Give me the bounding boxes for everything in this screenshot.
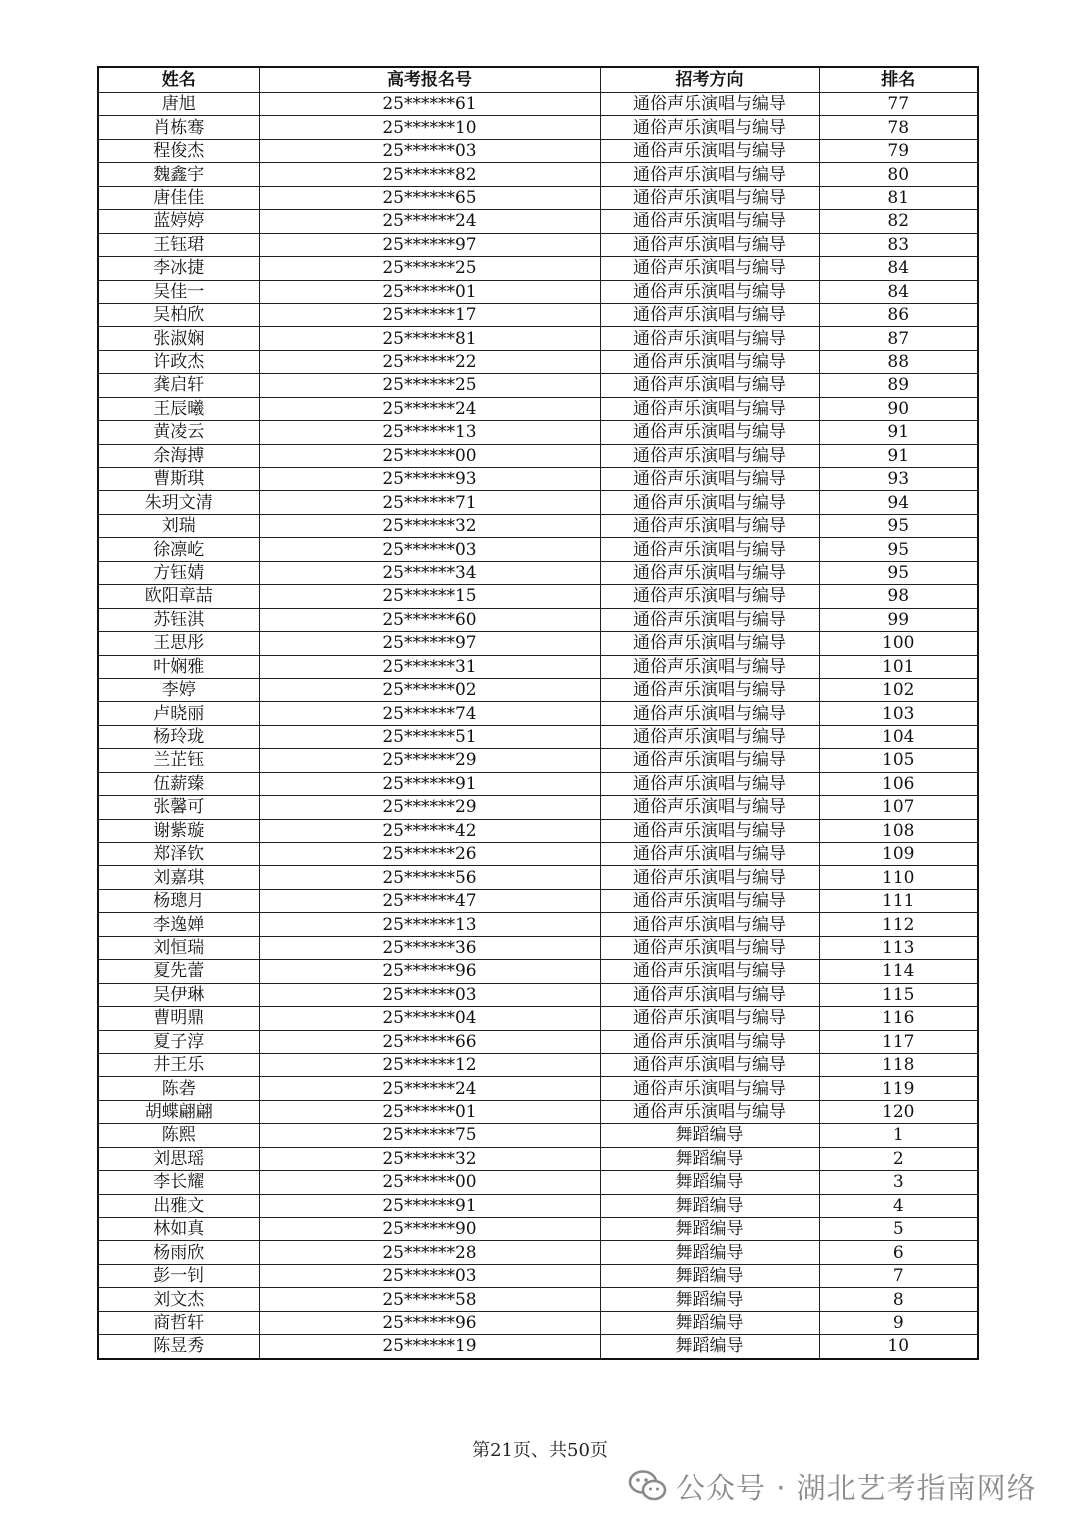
cell-name: 夏先蕾 xyxy=(98,960,259,983)
cell-rank: 118 xyxy=(819,1053,978,1076)
cell-exam-number: 25******24 xyxy=(259,1077,600,1100)
cell-rank: 90 xyxy=(819,397,978,420)
header-name: 姓名 xyxy=(98,67,259,93)
table-row xyxy=(98,1241,978,1264)
cell-name: 伍薪臻 xyxy=(98,772,259,795)
cell-exam-number: 25******02 xyxy=(259,678,600,701)
cell-exam-number: 25******03 xyxy=(259,538,600,561)
cell-rank: 99 xyxy=(819,608,978,631)
cell-direction: 通俗声乐演唱与编导 xyxy=(600,444,819,467)
cell-rank: 105 xyxy=(819,749,978,772)
cell-exam-number: 25******36 xyxy=(259,936,600,959)
cell-direction: 通俗声乐演唱与编导 xyxy=(600,303,819,326)
cell-direction: 通俗声乐演唱与编导 xyxy=(600,139,819,162)
cell-direction: 通俗声乐演唱与编导 xyxy=(600,585,819,608)
cell-name: 吴佳一 xyxy=(98,280,259,303)
table-row xyxy=(98,421,978,444)
cell-name: 兰芷钰 xyxy=(98,749,259,772)
table-row xyxy=(98,1194,978,1217)
cell-direction: 通俗声乐演唱与编导 xyxy=(600,163,819,186)
table-row xyxy=(98,866,978,889)
cell-name: 胡蝶翩翩 xyxy=(98,1100,259,1123)
cell-rank: 83 xyxy=(819,233,978,256)
cell-exam-number: 25******10 xyxy=(259,116,600,139)
cell-direction: 通俗声乐演唱与编导 xyxy=(600,725,819,748)
cell-exam-number: 25******00 xyxy=(259,444,600,467)
cell-direction: 通俗声乐演唱与编导 xyxy=(600,678,819,701)
cell-rank: 82 xyxy=(819,210,978,233)
cell-name: 杨玲珑 xyxy=(98,725,259,748)
cell-exam-number: 25******97 xyxy=(259,632,600,655)
cell-direction: 通俗声乐演唱与编导 xyxy=(600,116,819,139)
cell-rank: 93 xyxy=(819,468,978,491)
table-row xyxy=(98,116,978,139)
cell-direction: 舞蹈编导 xyxy=(600,1264,819,1287)
cell-name: 林如真 xyxy=(98,1218,259,1241)
cell-name: 曹斯琪 xyxy=(98,468,259,491)
cell-exam-number: 25******00 xyxy=(259,1171,600,1194)
cell-name: 陈昱秀 xyxy=(98,1335,259,1359)
cell-rank: 119 xyxy=(819,1077,978,1100)
cell-direction: 通俗声乐演唱与编导 xyxy=(600,632,819,655)
cell-rank: 104 xyxy=(819,725,978,748)
table-row xyxy=(98,514,978,537)
cell-exam-number: 25******96 xyxy=(259,960,600,983)
cell-direction: 通俗声乐演唱与编导 xyxy=(600,350,819,373)
table-row xyxy=(98,1264,978,1287)
cell-rank: 111 xyxy=(819,889,978,912)
cell-name: 许政杰 xyxy=(98,350,259,373)
cell-rank: 114 xyxy=(819,960,978,983)
table-row xyxy=(98,678,978,701)
cell-exam-number: 25******25 xyxy=(259,374,600,397)
results-table xyxy=(97,66,979,1360)
cell-direction: 通俗声乐演唱与编导 xyxy=(600,210,819,233)
cell-name: 卢晓丽 xyxy=(98,702,259,725)
cell-exam-number: 25******66 xyxy=(259,1030,600,1053)
cell-exam-number: 25******03 xyxy=(259,1264,600,1287)
cell-rank: 103 xyxy=(819,702,978,725)
cell-rank: 91 xyxy=(819,444,978,467)
table-row xyxy=(98,210,978,233)
table-row xyxy=(98,327,978,350)
cell-rank: 7 xyxy=(819,1264,978,1287)
table-row xyxy=(98,1288,978,1311)
cell-direction: 通俗声乐演唱与编导 xyxy=(600,1053,819,1076)
cell-name: 唐佳佳 xyxy=(98,186,259,209)
table-row xyxy=(98,913,978,936)
cell-exam-number: 25******31 xyxy=(259,655,600,678)
cell-direction: 通俗声乐演唱与编导 xyxy=(600,913,819,936)
cell-rank: 95 xyxy=(819,561,978,584)
cell-name: 王辰曦 xyxy=(98,397,259,420)
cell-exam-number: 25******82 xyxy=(259,163,600,186)
cell-rank: 89 xyxy=(819,374,978,397)
cell-exam-number: 25******42 xyxy=(259,819,600,842)
cell-name: 肖栋骞 xyxy=(98,116,259,139)
cell-direction: 通俗声乐演唱与编导 xyxy=(600,936,819,959)
cell-name: 徐凛屹 xyxy=(98,538,259,561)
table-row xyxy=(98,444,978,467)
cell-direction: 通俗声乐演唱与编导 xyxy=(600,843,819,866)
cell-name: 唐旭 xyxy=(98,93,259,116)
header-rank: 排名 xyxy=(819,67,978,93)
table-row xyxy=(98,889,978,912)
cell-direction: 通俗声乐演唱与编导 xyxy=(600,421,819,444)
table-row xyxy=(98,93,978,116)
cell-name: 刘思瑶 xyxy=(98,1147,259,1170)
table-row xyxy=(98,843,978,866)
cell-name: 蓝婷婷 xyxy=(98,210,259,233)
cell-exam-number: 25******32 xyxy=(259,1147,600,1170)
cell-rank: 115 xyxy=(819,983,978,1006)
cell-direction: 舞蹈编导 xyxy=(600,1335,819,1359)
table-row xyxy=(98,1218,978,1241)
cell-name: 陈熙 xyxy=(98,1124,259,1147)
table-row xyxy=(98,936,978,959)
cell-rank: 94 xyxy=(819,491,978,514)
header-exam-number: 高考报名号 xyxy=(259,67,600,93)
table-row xyxy=(98,1053,978,1076)
table-row xyxy=(98,1171,978,1194)
cell-exam-number: 25******61 xyxy=(259,93,600,116)
cell-direction: 通俗声乐演唱与编导 xyxy=(600,491,819,514)
table-row xyxy=(98,397,978,420)
results-table-container xyxy=(97,66,977,1360)
cell-rank: 101 xyxy=(819,655,978,678)
cell-rank: 98 xyxy=(819,585,978,608)
cell-direction: 舞蹈编导 xyxy=(600,1124,819,1147)
cell-rank: 100 xyxy=(819,632,978,655)
table-row xyxy=(98,1124,978,1147)
cell-direction: 舞蹈编导 xyxy=(600,1241,819,1264)
cell-name: 叶娴雅 xyxy=(98,655,259,678)
cell-exam-number: 25******01 xyxy=(259,280,600,303)
table-row xyxy=(98,1311,978,1334)
cell-rank: 79 xyxy=(819,139,978,162)
cell-exam-number: 25******22 xyxy=(259,350,600,373)
cell-exam-number: 25******93 xyxy=(259,468,600,491)
cell-direction: 通俗声乐演唱与编导 xyxy=(600,608,819,631)
cell-exam-number: 25******03 xyxy=(259,983,600,1006)
cell-exam-number: 25******58 xyxy=(259,1288,600,1311)
cell-direction: 通俗声乐演唱与编导 xyxy=(600,819,819,842)
cell-direction: 舞蹈编导 xyxy=(600,1288,819,1311)
cell-direction: 通俗声乐演唱与编导 xyxy=(600,93,819,116)
cell-name: 李逸婵 xyxy=(98,913,259,936)
cell-exam-number: 25******17 xyxy=(259,303,600,326)
table-header-row xyxy=(98,67,978,93)
cell-name: 刘嘉琪 xyxy=(98,866,259,889)
table-row xyxy=(98,983,978,1006)
cell-direction: 通俗声乐演唱与编导 xyxy=(600,960,819,983)
table-row xyxy=(98,303,978,326)
cell-rank: 78 xyxy=(819,116,978,139)
cell-exam-number: 25******91 xyxy=(259,1194,600,1217)
cell-direction: 通俗声乐演唱与编导 xyxy=(600,1007,819,1030)
cell-exam-number: 25******13 xyxy=(259,421,600,444)
table-row xyxy=(98,655,978,678)
cell-exam-number: 25******75 xyxy=(259,1124,600,1147)
cell-exam-number: 25******47 xyxy=(259,889,600,912)
cell-rank: 10 xyxy=(819,1335,978,1359)
cell-exam-number: 25******65 xyxy=(259,186,600,209)
cell-direction: 舞蹈编导 xyxy=(600,1147,819,1170)
watermark xyxy=(628,1466,1037,1506)
cell-rank: 91 xyxy=(819,421,978,444)
cell-rank: 84 xyxy=(819,280,978,303)
cell-exam-number: 25******03 xyxy=(259,139,600,162)
cell-rank: 3 xyxy=(819,1171,978,1194)
cell-exam-number: 25******81 xyxy=(259,327,600,350)
table-row xyxy=(98,1147,978,1170)
table-row xyxy=(98,819,978,842)
cell-name: 王思彤 xyxy=(98,632,259,655)
cell-rank: 1 xyxy=(819,1124,978,1147)
table-row xyxy=(98,725,978,748)
cell-exam-number: 25******24 xyxy=(259,210,600,233)
cell-name: 吴柏欣 xyxy=(98,303,259,326)
cell-direction: 通俗声乐演唱与编导 xyxy=(600,1077,819,1100)
table-row xyxy=(98,1030,978,1053)
cell-rank: 106 xyxy=(819,772,978,795)
table-row xyxy=(98,186,978,209)
cell-rank: 6 xyxy=(819,1241,978,1264)
cell-name: 黄凌云 xyxy=(98,421,259,444)
cell-rank: 87 xyxy=(819,327,978,350)
cell-rank: 109 xyxy=(819,843,978,866)
cell-name: 朱玥文清 xyxy=(98,491,259,514)
cell-name: 杨雨欣 xyxy=(98,1241,259,1264)
cell-rank: 102 xyxy=(819,678,978,701)
cell-direction: 通俗声乐演唱与编导 xyxy=(600,772,819,795)
cell-direction: 通俗声乐演唱与编导 xyxy=(600,327,819,350)
cell-name: 龚启轩 xyxy=(98,374,259,397)
cell-name: 苏钰淇 xyxy=(98,608,259,631)
cell-direction: 通俗声乐演唱与编导 xyxy=(600,186,819,209)
table-row xyxy=(98,632,978,655)
cell-name: 刘恒瑞 xyxy=(98,936,259,959)
table-row xyxy=(98,1007,978,1030)
cell-exam-number: 25******34 xyxy=(259,561,600,584)
cell-name: 曹明鼎 xyxy=(98,1007,259,1030)
cell-rank: 120 xyxy=(819,1100,978,1123)
cell-direction: 舞蹈编导 xyxy=(600,1311,819,1334)
cell-exam-number: 25******32 xyxy=(259,514,600,537)
cell-rank: 8 xyxy=(819,1288,978,1311)
cell-name: 彭一钊 xyxy=(98,1264,259,1287)
cell-rank: 81 xyxy=(819,186,978,209)
cell-exam-number: 25******56 xyxy=(259,866,600,889)
cell-exam-number: 25******97 xyxy=(259,233,600,256)
table-row xyxy=(98,608,978,631)
cell-name: 李冰捷 xyxy=(98,257,259,280)
cell-direction: 通俗声乐演唱与编导 xyxy=(600,983,819,1006)
cell-name: 张馨可 xyxy=(98,796,259,819)
cell-exam-number: 25******90 xyxy=(259,1218,600,1241)
cell-name: 陈砻 xyxy=(98,1077,259,1100)
cell-exam-number: 25******51 xyxy=(259,725,600,748)
cell-exam-number: 25******74 xyxy=(259,702,600,725)
cell-direction: 通俗声乐演唱与编导 xyxy=(600,397,819,420)
table-row xyxy=(98,585,978,608)
cell-rank: 84 xyxy=(819,257,978,280)
cell-direction: 通俗声乐演唱与编导 xyxy=(600,280,819,303)
cell-direction: 通俗声乐演唱与编导 xyxy=(600,702,819,725)
table-row xyxy=(98,772,978,795)
cell-direction: 通俗声乐演唱与编导 xyxy=(600,866,819,889)
cell-direction: 通俗声乐演唱与编导 xyxy=(600,655,819,678)
cell-direction: 通俗声乐演唱与编导 xyxy=(600,257,819,280)
cell-rank: 110 xyxy=(819,866,978,889)
cell-direction: 通俗声乐演唱与编导 xyxy=(600,1030,819,1053)
cell-name: 刘瑞 xyxy=(98,514,259,537)
watermark-text: 公众号 · 湖北艺考指南网络 xyxy=(676,1470,1037,1505)
cell-direction: 通俗声乐演唱与编导 xyxy=(600,1100,819,1123)
cell-exam-number: 25******29 xyxy=(259,796,600,819)
cell-name: 郑泽钦 xyxy=(98,843,259,866)
cell-direction: 通俗声乐演唱与编导 xyxy=(600,749,819,772)
table-row xyxy=(98,538,978,561)
cell-direction: 通俗声乐演唱与编导 xyxy=(600,468,819,491)
cell-rank: 4 xyxy=(819,1194,978,1217)
cell-exam-number: 25******15 xyxy=(259,585,600,608)
cell-direction: 通俗声乐演唱与编导 xyxy=(600,233,819,256)
table-row xyxy=(98,280,978,303)
cell-name: 方钰婧 xyxy=(98,561,259,584)
cell-name: 商哲轩 xyxy=(98,1311,259,1334)
table-row xyxy=(98,374,978,397)
cell-rank: 95 xyxy=(819,538,978,561)
cell-name: 杨璁月 xyxy=(98,889,259,912)
cell-rank: 113 xyxy=(819,936,978,959)
table-row xyxy=(98,163,978,186)
cell-exam-number: 25******60 xyxy=(259,608,600,631)
cell-name: 王钰珺 xyxy=(98,233,259,256)
cell-name: 夏子淳 xyxy=(98,1030,259,1053)
cell-rank: 95 xyxy=(819,514,978,537)
cell-rank: 108 xyxy=(819,819,978,842)
cell-name: 井王乐 xyxy=(98,1053,259,1076)
cell-name: 程俊杰 xyxy=(98,139,259,162)
table-row xyxy=(98,561,978,584)
cell-rank: 5 xyxy=(819,1218,978,1241)
cell-name: 李婷 xyxy=(98,678,259,701)
cell-direction: 舞蹈编导 xyxy=(600,1218,819,1241)
table-row xyxy=(98,257,978,280)
table-row xyxy=(98,1077,978,1100)
cell-exam-number: 25******24 xyxy=(259,397,600,420)
cell-rank: 88 xyxy=(819,350,978,373)
cell-direction: 通俗声乐演唱与编导 xyxy=(600,538,819,561)
cell-rank: 86 xyxy=(819,303,978,326)
cell-exam-number: 25******26 xyxy=(259,843,600,866)
header-direction: 招考方向 xyxy=(600,67,819,93)
cell-rank: 2 xyxy=(819,1147,978,1170)
cell-rank: 112 xyxy=(819,913,978,936)
cell-exam-number: 25******28 xyxy=(259,1241,600,1264)
table-row xyxy=(98,468,978,491)
cell-direction: 通俗声乐演唱与编导 xyxy=(600,561,819,584)
cell-exam-number: 25******04 xyxy=(259,1007,600,1030)
cell-name: 欧阳章喆 xyxy=(98,585,259,608)
cell-name: 吴伊琳 xyxy=(98,983,259,1006)
cell-direction: 舞蹈编导 xyxy=(600,1194,819,1217)
cell-name: 谢紫璇 xyxy=(98,819,259,842)
cell-rank: 80 xyxy=(819,163,978,186)
cell-direction: 通俗声乐演唱与编导 xyxy=(600,514,819,537)
table-row xyxy=(98,960,978,983)
cell-name: 李长耀 xyxy=(98,1171,259,1194)
cell-rank: 9 xyxy=(819,1311,978,1334)
cell-name: 余海搏 xyxy=(98,444,259,467)
cell-exam-number: 25******96 xyxy=(259,1311,600,1334)
cell-exam-number: 25******29 xyxy=(259,749,600,772)
cell-exam-number: 25******71 xyxy=(259,491,600,514)
cell-rank: 116 xyxy=(819,1007,978,1030)
cell-rank: 77 xyxy=(819,93,978,116)
wechat-icon xyxy=(628,1469,668,1503)
cell-rank: 117 xyxy=(819,1030,978,1053)
cell-name: 张淑娴 xyxy=(98,327,259,350)
cell-name: 出雅文 xyxy=(98,1194,259,1217)
cell-direction: 舞蹈编导 xyxy=(600,1171,819,1194)
table-row xyxy=(98,139,978,162)
cell-exam-number: 25******19 xyxy=(259,1335,600,1359)
cell-rank: 107 xyxy=(819,796,978,819)
table-row xyxy=(98,702,978,725)
cell-exam-number: 25******91 xyxy=(259,772,600,795)
table-row xyxy=(98,749,978,772)
table-body xyxy=(98,93,978,1359)
table-row xyxy=(98,1335,978,1359)
page-number: 第21页、共50页 xyxy=(472,1440,608,1461)
cell-name: 魏鑫宇 xyxy=(98,163,259,186)
cell-name: 刘文杰 xyxy=(98,1288,259,1311)
cell-exam-number: 25******01 xyxy=(259,1100,600,1123)
table-row xyxy=(98,233,978,256)
cell-direction: 通俗声乐演唱与编导 xyxy=(600,796,819,819)
table-row xyxy=(98,1100,978,1123)
cell-direction: 通俗声乐演唱与编导 xyxy=(600,889,819,912)
cell-exam-number: 25******12 xyxy=(259,1053,600,1076)
cell-exam-number: 25******13 xyxy=(259,913,600,936)
table-row xyxy=(98,796,978,819)
table-row xyxy=(98,491,978,514)
cell-exam-number: 25******25 xyxy=(259,257,600,280)
cell-direction: 通俗声乐演唱与编导 xyxy=(600,374,819,397)
table-row xyxy=(98,350,978,373)
